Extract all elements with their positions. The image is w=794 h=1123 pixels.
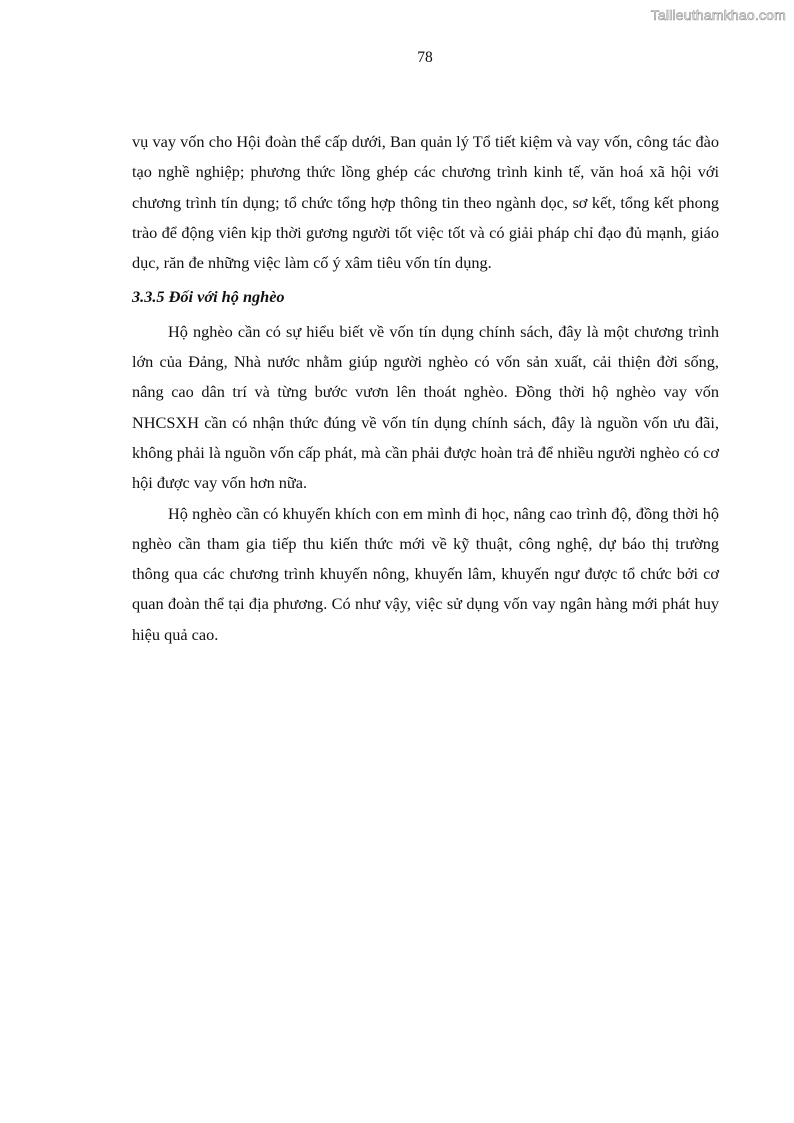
document-body (132, 127, 719, 650)
paragraph-continuation: vụ vay vốn cho Hội đoàn thể cấp dưới, Ban quản lý Tổ tiết kiệm và vay vốn, công tác đào tạo nghề nghiệp; phương thức lồng ghép các chương trình kinh tế, văn hoá xã hội với chương trình tín dụng; tổ chức tổng hợp thông tin theo ngành dọc, sơ kết, tổng kết phong trào để động viên kịp thời gương người tốt việc tốt và có giải pháp chỉ đạo đủ mạnh, giáo dục, răn đe những việc làm cố ý xâm tiêu vốn tín dụng. (132, 132, 719, 273)
page-number: 78 (417, 49, 433, 66)
watermark: Tailieuthamkhao.com (650, 7, 786, 23)
paragraph-poor-households-education: Hộ nghèo cần có khuyến khích con em mình đi học, nâng cao trình độ, đồng thời hộ nghèo cần tham gia tiếp thu kiến thức mới về kỹ thuật, công nghệ, dự báo thị trường thông qua các chương trình khuyến nông, khuyến lâm, khuyến ngư được tổ chức bởi cơ quan đoàn thể tại địa phương. Có như vậy, việc sử dụng vốn vay ngân hàng mới phát huy hiệu quả cao. (132, 503, 719, 644)
section-heading: 3.3.5 Đối với hộ nghèo (132, 287, 285, 307)
paragraph-poor-households-awareness: Hộ nghèo cần có sự hiểu biết về vốn tín dụng chính sách, đây là một chương trình lớn của Đảng, Nhà nước nhằm giúp người nghèo có vốn sản xuất, cải thiện đời sống, nâng cao dân trí và từng bước vươn lên thoát nghèo. Đồng thời hộ nghèo vay vốn NHCSXH cần có nhận thức đúng về vốn tín dụng chính sách, đây là nguồn vốn ưu đãi, không phải là nguồn vốn cấp phát, mà cần phải được hoàn trả để nhiều người nghèo có cơ hội được vay vốn hơn nữa. (132, 321, 719, 493)
